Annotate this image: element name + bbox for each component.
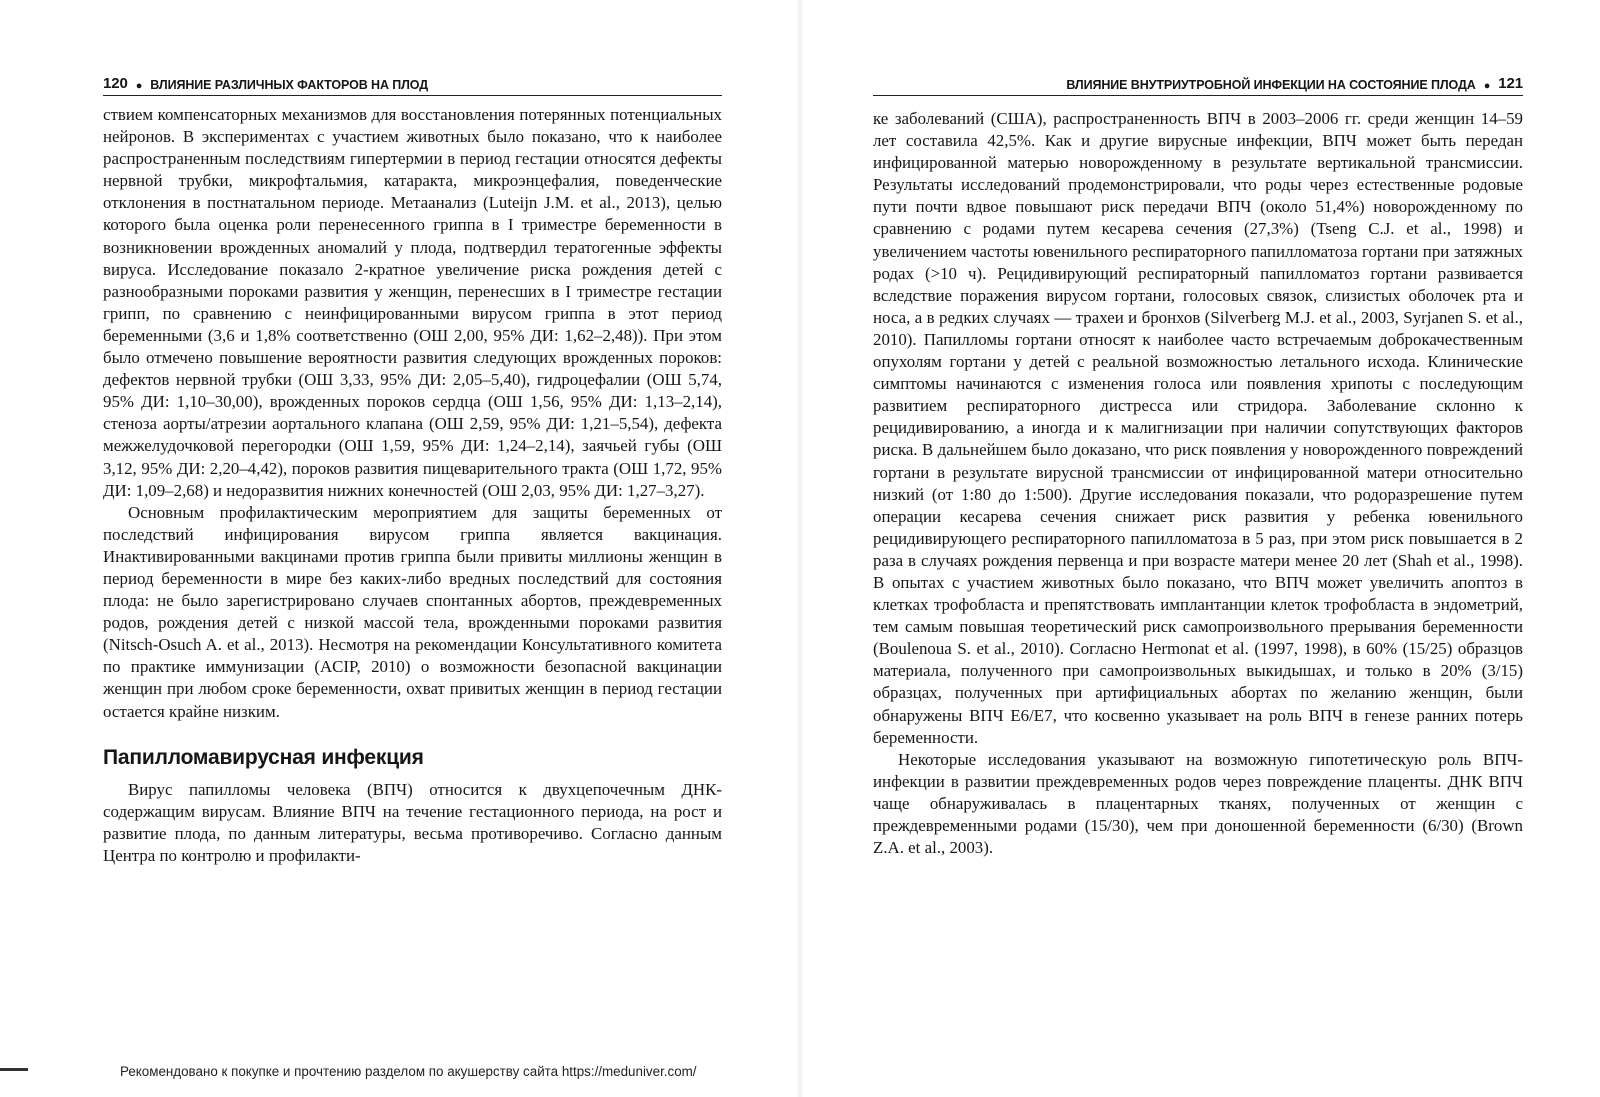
bullet-separator: ●: [135, 80, 143, 92]
left-paragraph-2: Основным профилактическим мероприятием для защиты беременных от последствий инфицирования вирусом гриппа является вакцинация. Инактивированными вакцинами против гриппа были привиты миллионы женщин в период беременности в мире без каких-либо вредных последствий для состояния плода: не было зарегистрировано случаев спонтанных абортов, преждевременных родов, рождения детей с низкой массой тела, врожденными пороками развития (Nitsch-Osuch A. et al., 2013). Несмотря на рекомендации Консультативного комитета по практике иммунизации (ACIP, 2010) о возможности безопасной вакцинации женщин при любом сроке беременности, охват привитых женщин в период гестации остается крайне низким.: [103, 502, 722, 721]
scan-corner-mark: [0, 1068, 28, 1071]
left-page-number: 120: [103, 75, 128, 92]
bullet-separator: ●: [1483, 80, 1491, 92]
right-running-title: ВЛИЯНИЕ ВНУТРИУТРОБНОЙ ИНФЕКЦИИ НА СОСТОЯНИЕ ПЛОДА: [1066, 78, 1476, 92]
right-page-number: 121: [1498, 75, 1523, 92]
left-paragraph-1: ствием компенсаторных механизмов для восстановления потерянных потенциальных нейронов. В экспериментах с участием животных было показано, что к наиболее распространенным последствиям гипертермии в период гестации относятся дефекты нервной трубки, микрофтальмия, катаракта, микроэнцефалия, поведенческие отклонения в постнатальном периоде. Метаанализ (Luteijn J.M. et al., 2013), целью которого была оценка роли перенесенного гриппа в I триместре беременности в возникновении врожденных аномалий у плода, подтвердил тератогенные эффекты вируса. Исследование показало 2-кратное увеличение риска рождения детей с разнообразными пороками развития у женщин, перенесших в I триместре гестации грипп, по сравнению с неинфицированными вирусом гриппа в этот период беременными (3,6 и 1,8% соответственно (ОШ 2,00, 95% ДИ: 1,62–2,48)). При этом было отмечено повышение вероятности развития следующих врожденных пороков: дефектов нервной трубки (ОШ 3,33, 95% ДИ: 2,05–5,40), гидроцефалии (ОШ 5,74, 95% ДИ: 1,10–30,00), врожденных пороков сердца (ОШ 1,56, 95% ДИ: 1,13–2,14), стеноза аорты/атрезии аортального клапана (ОШ 2,59, 95% ДИ: 1,21–5,54), дефекта межжелудочковой перегородки (ОШ 1,59, 95% ДИ: 1,24–2,14), заячьей губы (ОШ 3,12, 95% ДИ: 2,20–4,42), пороков развития пищеварительного тракта (ОШ 1,72, 95% ДИ: 1,09–2,68) и недоразвития нижних конечностей (ОШ 2,03, 95% ДИ: 1,27–3,27).: [103, 105, 722, 500]
right-paragraph-2: Некоторые исследования указывают на возможную гипотетическую роль ВПЧ-инфекции в развитии преждевременных родов через повреждение плаценты. ДНК ВПЧ чаще обнаруживалась в плацентарных тканях, полученных от женщин с преждевременными родами (15/30), чем при доношенной беременности (6/30) (Brown Z.A. et al., 2003).: [873, 749, 1523, 858]
left-body-text: [103, 104, 722, 867]
footer-note: Рекомендовано к покупке и прочтению разделом по акушерству сайта https://meduniver.com/: [120, 1064, 697, 1079]
left-running-title: ВЛИЯНИЕ РАЗЛИЧНЫХ ФАКТОРОВ НА ПЛОД: [150, 78, 429, 92]
right-page: [800, 0, 1600, 1097]
section-heading: Папилломавирусная инфекция: [103, 745, 424, 769]
right-paragraph-1: ке заболеваний (США), распространенность ВПЧ в 2003–2006 гг. среди женщин 14–59 лет составила 42,5%. Как и другие вирусные инфекции, ВПЧ может быть передан инфицированной матерью новорожденному в результате вертикальной трансмиссии. Результаты исследований продемонстрировали, что роды через естественные родовые пути почти вдвое повышают риск передачи ВПЧ (около 51,4%) новорожденному по сравнению с родами путем кесарева сечения (27,3%) (Tseng C.J. et al., 1998) и увеличением частоты ювенильного респираторного папилломатоза гортани при затяжных родах (>10 ч). Рецидивирующий респираторный папилломатоз гортани развивается вследствие поражения вирусом гортани, голосовых связок, слизистых оболочек рта и носа, а в редких случаях — трахеи и бронхов (Silverberg M.J. et al., 2003, Syrjanen S. et al., 2010). Папилломы гортани относят к наиболее часто встречаемым доброкачественным опухолям гортани у детей с реальной возможностью летального исхода. Клинические симптомы начинаются с изменения голоса или появления хрипоты с последующим развитием респираторного дистресса или стридора. Заболевание склонно к рецидивированию, а иногда и к малигнизации при наличии сопутствующих факторов риска. В дальнейшем было доказано, что риск появления у новорожденного повреждений гортани в результате вирусной трансмиссии от инфицированной матери относительно низкий (от 1:80 до 1:500). Другие исследования показали, что родоразрешение путем операции кесарева сечения снижает риск развития у ребенка ювенильного рецидивирующего респираторного папилломатоза в 5 раз, при этом риск повышается в 2 раза в случаях рождения первенца и при возрасте матери менее 20 лет (Shah et al., 1998). В опытах с участием животных было показано, что ВПЧ может увеличить апоптоз в клетках трофобласта и препятствовать имплантанции клеток трофобласта в эндометрий, тем самым повышая теоретический риск самопроизвольного прерывания беременности (Boulenoua S. et al., 2010). Согласно Hermonat et al. (1997, 1998), в 60% (15/25) образцов материала, полученного при самопроизвольных выкидышах, и только в 20% (3/15) образцах, полученных при артифициальных абортах по желанию женщин, были обнаружены ВПЧ E6/E7, что косвенно указывает на роль ВПЧ в генезе ранних потерь беременности.: [873, 109, 1523, 747]
left-paragraph-3: Вирус папилломы человека (ВПЧ) относится к двухцепочечным ДНК-содержащим вирусам. Влияние ВПЧ на течение гестационного периода, на рост и развитие плода, по данным литературы, весьма противоречиво. Согласно данным Центра по контролю и профилакти-: [103, 779, 722, 865]
left-running-head: [103, 72, 722, 96]
right-body-text: [873, 108, 1523, 859]
right-running-head: [873, 72, 1523, 96]
